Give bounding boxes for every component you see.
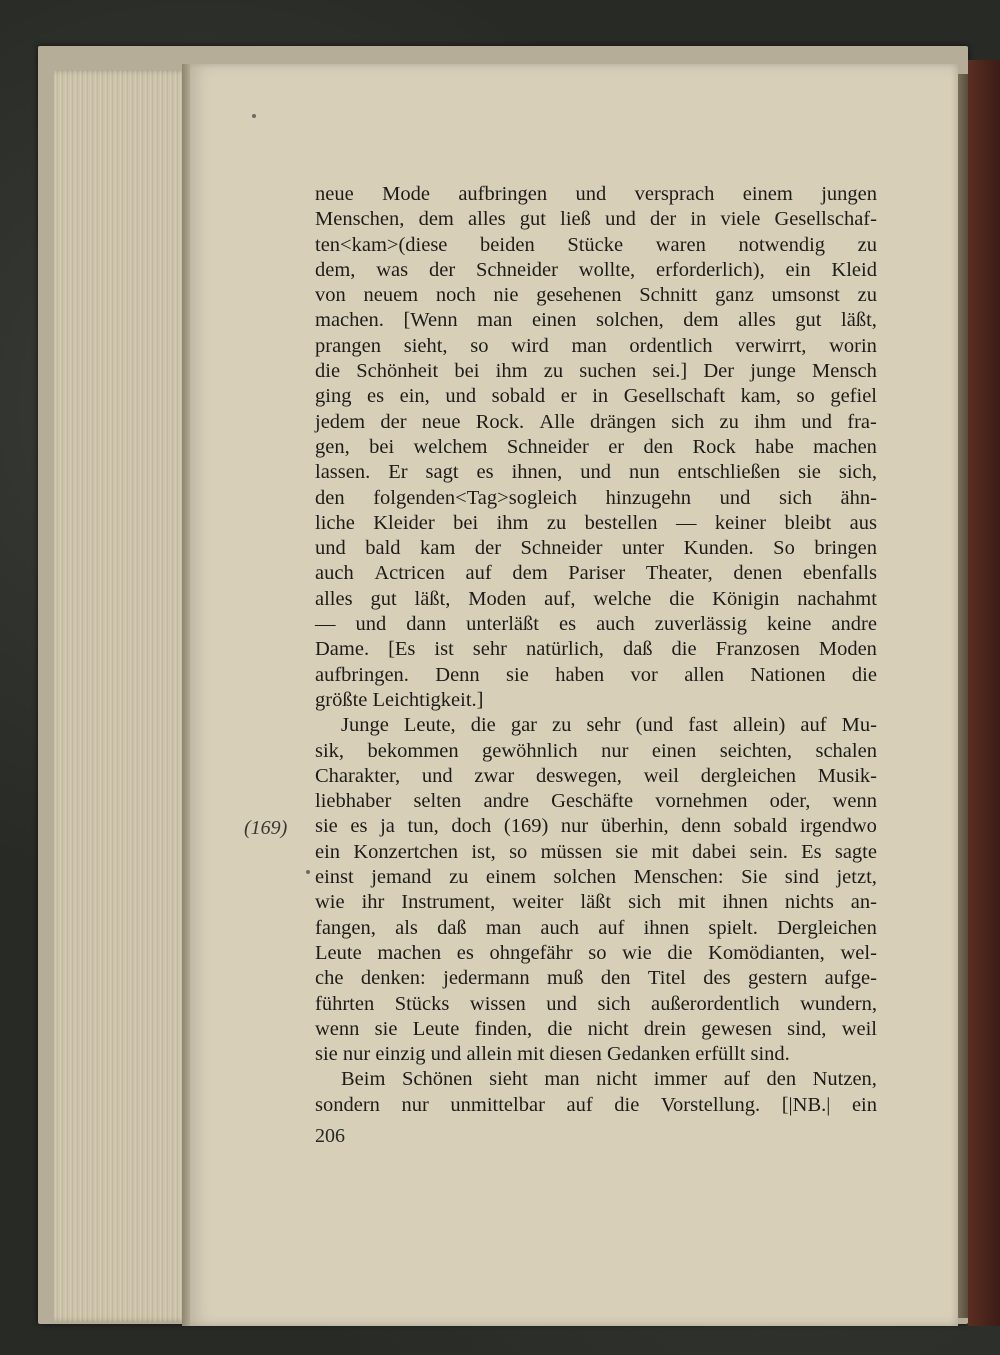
page-number: 206	[315, 1125, 345, 1147]
text-line: che denken: jedermann muß den Titel des gestern aufge-	[315, 967, 877, 990]
text-line: machen. [Wenn man einen solchen, dem alles gut läßt,	[315, 309, 877, 332]
text-line: jedem der neue Rock. Alle drängen sich zu ihm und fra-	[315, 410, 877, 433]
text-line: liche Kleider bei ihm zu bestellen — keiner bleibt aus	[315, 511, 877, 534]
text-line: einst jemand zu einem solchen Menschen: Sie sind jetzt,	[315, 866, 877, 889]
text-line: von neuem noch nie gesehenen Schnitt ganz umsonst zu	[315, 284, 877, 307]
text-line: alles gut läßt, Moden auf, welche die Königin nachahmt	[315, 587, 877, 610]
text-line: sie nur einzig und allein mit diesen Gedanken erfüllt sind.	[315, 1043, 790, 1066]
text-line: prangen sieht, so wird man ordentlich verwirrt, worin	[315, 334, 877, 357]
text-line: sondern nur unmittelbar auf die Vorstellung. [|NB.| ein	[315, 1093, 877, 1116]
text-line: auch Actricen auf dem Pariser Theater, denen ebenfalls	[315, 562, 877, 585]
body-text	[315, 182, 877, 1118]
text-line: lassen. Er sagt es ihnen, und nun entschließen sie sich,	[315, 461, 877, 484]
text-line: neue Mode aufbringen und versprach einem jungen	[315, 183, 877, 205]
text-line: ging es ein, und sobald er in Gesellschaft kam, so gefiel	[315, 385, 877, 408]
text-line: Beim Schönen sieht man nicht immer auf den Nutzen,	[341, 1068, 877, 1091]
text-line: führten Stücks wissen und sich außerordentlich wundern,	[315, 992, 877, 1015]
margin-page-marker: (169)	[244, 817, 288, 839]
bookmark-ribbon	[968, 60, 1000, 1326]
text-line: Dame. [Es ist sehr natürlich, daß die Franzosen Moden	[315, 638, 877, 661]
text-line: größte Leichtigkeit.]	[315, 688, 484, 711]
text-line: wie ihr Instrument, weiter läßt sich mit ihnen nichts an-	[315, 891, 877, 914]
text-line: fangen, als daß man auch auf ihnen spielt. Dergleichen	[315, 916, 877, 939]
text-line: und bald kam der Schneider unter Kunden. So bringen	[315, 537, 877, 560]
text-line: — und dann unterläßt es auch zuverlässig keine andre	[315, 613, 877, 636]
text-line: Menschen, dem alles gut ließ und der in viele Gesellschaf-	[315, 208, 877, 231]
text-line: liebhaber selten andre Geschäfte vornehmen oder, wenn	[315, 790, 877, 813]
text-line: Leute machen es ohngefähr so wie die Komödianten, wel-	[315, 941, 877, 964]
text-line: den folgenden<Tag>sogleich hinzugehn und sich ähn-	[315, 486, 877, 509]
text-line: dem, was der Schneider wollte, erforderlich), ein Kleid	[315, 258, 877, 281]
text-line: ein Konzertchen ist, so müssen sie mit dabei sein. Es sagte	[315, 840, 877, 863]
ink-dot	[306, 870, 310, 874]
text-line: sie es ja tun, doch (169) nur überhin, denn sobald irgendwo	[315, 815, 877, 838]
text-line: wenn sie Leute finden, die nicht drein gewesen sind, weil	[315, 1017, 877, 1040]
text-line: sik, bekommen gewöhnlich nur einen seichten, schalen	[315, 739, 877, 762]
text-line: Charakter, und zwar deswegen, weil dergleichen Musik-	[315, 764, 877, 787]
text-line: die Schönheit bei ihm zu suchen sei.] Der junge Mensch	[315, 360, 877, 383]
page-stack	[54, 70, 190, 1322]
text-line: Junge Leute, die gar zu sehr (und fast allein) auf Mu-	[341, 714, 877, 737]
text-line: gen, bei welchem Schneider er den Rock habe machen	[315, 435, 877, 458]
ink-dot	[252, 114, 256, 118]
text-line: aufbringen. Denn sie haben vor allen Nationen die	[315, 663, 877, 686]
text-line: ten<kam>(diese beiden Stücke waren notwendig zu	[315, 233, 877, 256]
